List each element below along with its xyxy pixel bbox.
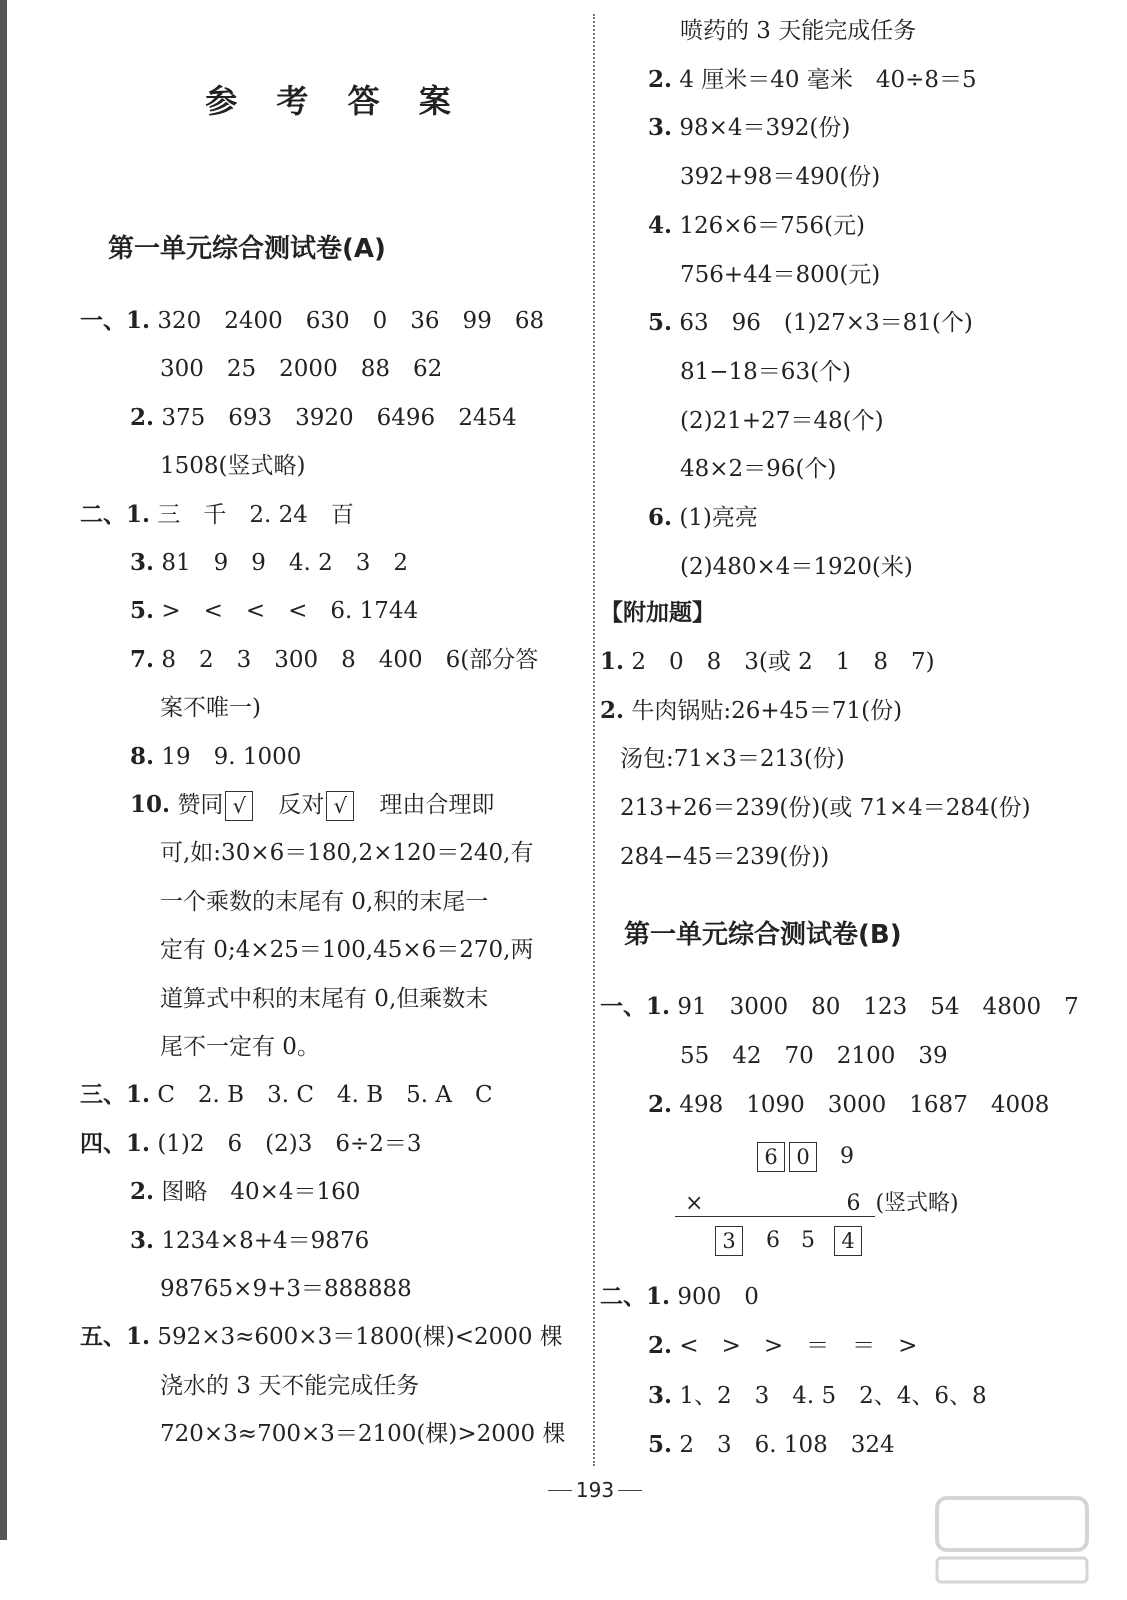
answer-line <box>80 500 354 530</box>
question-number: 1. <box>600 648 625 675</box>
answer-text: 8 2 3 300 8 400 6(部分答 <box>161 646 539 673</box>
answer-line <box>130 790 494 821</box>
question-number: 2. <box>648 1332 673 1360</box>
calc-note: (竖式略) <box>875 1191 959 1216</box>
answer-line <box>648 1331 917 1361</box>
question-number: 2. <box>648 65 673 93</box>
calc-box: 4 <box>834 1226 862 1256</box>
answer-text: 定有 0;4×25＝100,45×6＝270,两 <box>160 937 534 964</box>
answer-text: 1、2 3 4. 5 2、4、6、8 <box>679 1382 987 1409</box>
answer-text: 牛肉锅贴:26+45＝71(份) <box>631 697 903 724</box>
question-number: 3. <box>130 549 155 576</box>
answer-line <box>648 1381 987 1411</box>
answer-text: 三 千 2. 24 百 <box>157 501 354 528</box>
answer-text: 900 0 <box>677 1284 759 1310</box>
answer-line <box>160 1274 412 1304</box>
calc-rule <box>675 1216 875 1217</box>
calc-operator: × <box>685 1191 704 1216</box>
answer-line <box>648 113 850 143</box>
question-number: 五、1. <box>80 1323 151 1351</box>
calc-row-1 <box>755 1142 854 1172</box>
answer-text: 4 厘米＝40 毫米 40÷8＝5 <box>679 66 977 93</box>
answer-line <box>600 696 902 726</box>
question-number: 5. <box>130 597 155 625</box>
watermark-logo-icon <box>927 1490 1097 1590</box>
answer-text: (1)2 6 (2)3 6÷2＝3 <box>157 1130 422 1157</box>
answer-text: 320 2400 630 0 36 99 68 <box>157 308 545 334</box>
answer-line <box>648 503 758 533</box>
extra-heading: 【附加题】 <box>600 600 715 626</box>
question-number: 10. <box>130 791 171 818</box>
answer-line <box>600 1282 759 1312</box>
answer-line <box>160 693 261 723</box>
question-number: 2. <box>130 1178 155 1206</box>
answer-line <box>680 16 916 46</box>
answer-line <box>680 552 913 582</box>
answer-text: C 2. B 3. C 4. B 5. A C <box>157 1082 493 1109</box>
question-number: 二、1. <box>600 1283 671 1310</box>
vertical-calculation <box>675 1140 1005 1270</box>
answer-line <box>680 357 851 387</box>
answer-text: 98×4＝392(份) <box>679 115 851 142</box>
answer-line <box>80 1080 493 1110</box>
answer-text: 55 42 70 2100 39 <box>680 1043 948 1069</box>
question-number: 二、1. <box>80 500 151 528</box>
answer-line <box>680 162 880 192</box>
answer-line <box>130 1226 369 1256</box>
question-number: 2. <box>130 403 155 431</box>
question-number: 3. <box>130 1226 155 1254</box>
answer-line <box>620 793 1031 823</box>
answer-line <box>600 992 1079 1022</box>
answer-text: 213+26＝239(份)(或 71×4＝284(份) <box>620 795 1031 822</box>
answer-text: 19 9. 1000 <box>161 743 302 770</box>
column-divider <box>593 14 595 1466</box>
check-box: √ <box>326 791 354 821</box>
answer-line <box>130 548 408 578</box>
answer-text: (1)亮亮 <box>679 505 758 531</box>
answer-line <box>680 260 880 290</box>
answer-text: 756+44＝800(元) <box>680 261 881 288</box>
question-number: 2. <box>648 1091 673 1118</box>
calc-row-2 <box>685 1186 959 1217</box>
answer-line <box>160 1371 419 1401</box>
answer-text: 98765×9+3＝888888 <box>160 1276 412 1302</box>
answer-text: 592×3≈600×3＝1800(棵)<2000 棵 <box>157 1324 563 1351</box>
answer-text: 498 1090 3000 1687 4008 <box>679 1092 1050 1118</box>
answer-line <box>80 1129 422 1159</box>
answer-line <box>160 838 533 868</box>
answer-line <box>648 1430 895 1460</box>
answer-text: 126×6＝756(元) <box>679 212 865 239</box>
answer-line <box>680 454 836 484</box>
calc-digit: 5 <box>801 1228 815 1253</box>
answer-text: 81−18＝63(个) <box>680 358 852 385</box>
answer-text: 300 25 2000 88 62 <box>160 356 443 383</box>
answer-text: 尾不一定有 0。 <box>160 1034 320 1060</box>
question-number: 5. <box>648 309 673 337</box>
answer-line <box>130 403 517 433</box>
page-dash-right <box>618 1490 642 1491</box>
answer-line <box>160 1032 320 1062</box>
question-number: 8. <box>130 742 155 770</box>
answer-text: 理由合理即 <box>379 792 495 818</box>
question-number: 4. <box>648 211 673 239</box>
answer-text: 赞同 <box>177 792 224 818</box>
answer-line <box>160 354 442 384</box>
answer-text: 63 96 (1)27×3＝81(个) <box>679 310 973 337</box>
answer-line <box>130 742 301 772</box>
answer-line <box>648 1090 1049 1120</box>
answer-text: 392+98＝490(份) <box>680 164 881 191</box>
calc-digit: 6 <box>846 1191 861 1216</box>
calc-row-3 <box>713 1226 864 1256</box>
answer-line <box>80 1322 563 1352</box>
answer-line <box>648 308 973 338</box>
question-number: 3. <box>648 1381 673 1409</box>
answer-line <box>160 451 305 481</box>
answer-line <box>680 406 884 436</box>
answer-line <box>160 935 533 965</box>
answer-line <box>130 645 538 675</box>
question-number: 一、1. <box>600 993 671 1020</box>
answer-text: 720×3≈700×3＝2100(棵)>2000 棵 <box>160 1421 566 1448</box>
answer-line <box>160 1419 565 1449</box>
answer-text: 汤包:71×3＝213(份) <box>620 746 845 773</box>
question-number: 3. <box>648 114 673 142</box>
answer-text: 一个乘数的末尾有 0,积的末尾一 <box>160 888 489 915</box>
answer-line <box>130 596 418 626</box>
answer-text: 案不唯一) <box>160 695 261 722</box>
answer-text: 道算式中积的末尾有 0,但乘数末 <box>160 985 489 1012</box>
answer-line <box>620 842 829 872</box>
answer-line <box>600 647 935 677</box>
answer-text: 81 9 9 4. 2 3 2 <box>161 550 409 576</box>
answer-line <box>648 211 865 241</box>
calc-digit: 9 <box>840 1144 854 1169</box>
answer-line <box>620 744 845 774</box>
answer-line <box>680 1041 948 1071</box>
answer-text: 48×2＝96(个) <box>680 456 837 483</box>
answer-text: 图略 40×4＝160 <box>161 1179 361 1206</box>
answer-text: 1234×8+4＝9876 <box>161 1227 370 1254</box>
answer-text: 1508(竖式略) <box>160 453 306 480</box>
scan-edge <box>0 0 7 1540</box>
question-number: 6. <box>648 504 673 531</box>
answer-text: (2)21+27＝48(个) <box>680 407 884 434</box>
calc-box: 3 <box>715 1226 743 1256</box>
answer-text: > < < < 6. 1744 <box>161 598 419 625</box>
answer-text: < > > ＝ ＝ > <box>679 1333 918 1360</box>
answer-line <box>160 887 488 917</box>
question-number: 四、1. <box>80 1129 151 1157</box>
answer-line <box>160 984 488 1014</box>
answer-text: 2 0 8 3(或 2 1 8 7) <box>631 649 935 675</box>
page-title: 参 考 答 案 <box>205 82 465 120</box>
answer-line <box>80 306 544 336</box>
answer-text: 反对 <box>278 792 325 818</box>
answer-text: 浇水的 3 天不能完成任务 <box>160 1372 420 1399</box>
question-number: 三、1. <box>80 1081 151 1109</box>
question-number: 7. <box>130 645 155 673</box>
check-box: √ <box>225 791 253 821</box>
answer-text: 284−45＝239(份)) <box>620 843 830 870</box>
calc-box: 6 <box>757 1142 785 1172</box>
answer-text: 91 3000 80 123 54 4800 7 <box>677 994 1079 1020</box>
answer-text: (2)480×4＝1920(米) <box>680 553 913 580</box>
answer-text: 喷药的 3 天能完成任务 <box>680 18 917 44</box>
answer-line <box>130 1177 360 1207</box>
question-number: 5. <box>648 1430 673 1458</box>
heading-test-a: 第一单元综合测试卷(A) <box>108 234 386 264</box>
answer-text: 375 693 3920 6496 2454 <box>161 404 517 431</box>
question-number: 2. <box>600 696 625 724</box>
answer-line <box>648 65 977 95</box>
calc-box: 0 <box>789 1142 817 1172</box>
answer-text: 可,如:30×6＝180,2×120＝240,有 <box>160 840 534 867</box>
page-number: 193 <box>575 1478 615 1502</box>
heading-test-b: 第一单元综合测试卷(B) <box>624 920 902 950</box>
calc-digit: 6 <box>766 1228 780 1253</box>
question-number: 一、1. <box>80 307 151 334</box>
answer-text: 2 3 6. 108 324 <box>679 1431 895 1458</box>
